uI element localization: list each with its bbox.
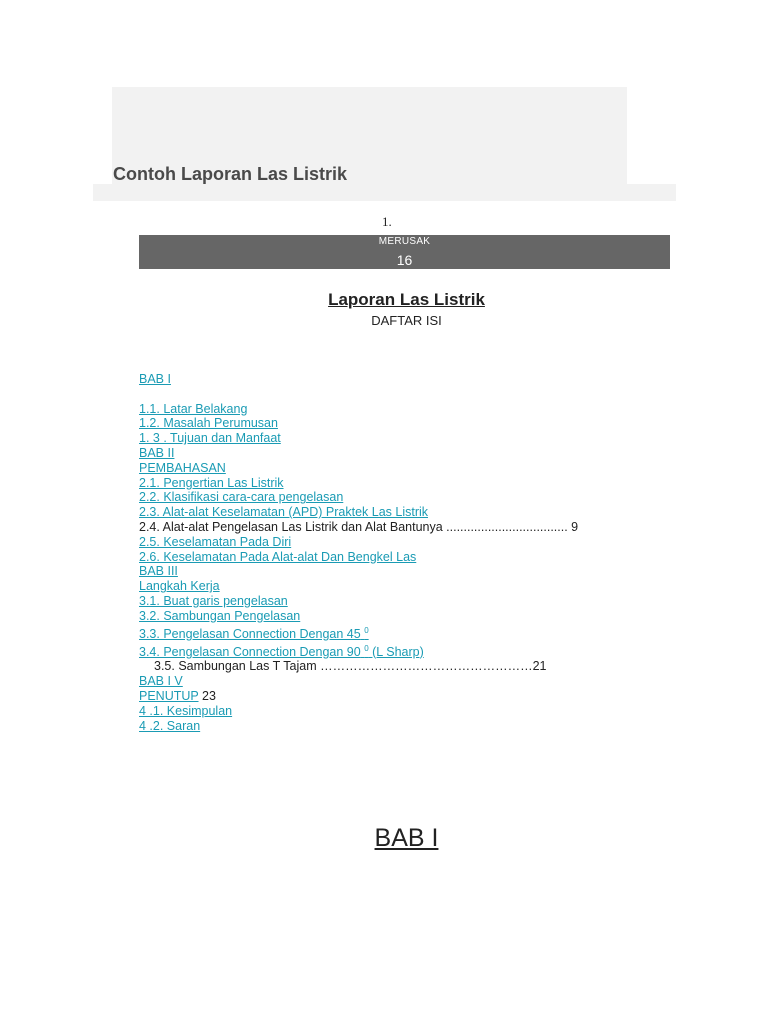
toc-link-bab4[interactable]: BAB I V [139, 674, 183, 689]
table-of-contents [139, 372, 699, 733]
toc-link-bab2[interactable]: BAB II [139, 445, 175, 460]
toc-link-2-2[interactable]: 2.2. Klasifikasi cara-cara pengelasan [139, 490, 344, 505]
toc-link-3-4-suffix: (L Sharp) [368, 644, 424, 659]
toc-item-3-5: 3.5. Sambungan Las T Tajam ……………………………………………21 [154, 659, 547, 674]
degree-superscript: 0 [364, 625, 369, 635]
toc-link-bab3[interactable]: BAB III [139, 564, 178, 579]
toc-link-3-4[interactable] [139, 645, 424, 659]
toc-link-2-3[interactable]: 2.3. Alat-alat Keselamatan (APD) Praktek Las Listrik [139, 505, 429, 520]
toc-link-3-1[interactable]: 3.1. Buat garis pengelasan [139, 593, 288, 608]
toc-link-1-2[interactable]: 1.2. Masalah Perumusan [139, 416, 278, 431]
page-title: Contoh Laporan Las Listrik [113, 164, 348, 184]
list-number: 1. [382, 214, 392, 229]
degree-superscript: 0 [364, 643, 369, 653]
toc-link-3-3[interactable] [139, 627, 369, 641]
toc-item-2-4: 2.4. Alat-alat Pengelasan Las Listrik dan Alat Bantunya ................................... 9 [139, 519, 579, 534]
toc-link-4-1[interactable]: 4 .1. Kesimpulan [139, 703, 233, 718]
toc-link-pembahasan[interactable]: PEMBAHASAN [139, 460, 226, 475]
toc-link-bab1[interactable]: BAB I [139, 372, 171, 386]
toc-link-penutup[interactable]: PENUTUP [139, 689, 199, 704]
toc-link-1-1[interactable]: 1.1. Latar Belakang [139, 401, 248, 416]
header-strip [93, 184, 676, 201]
document-subtitle: DAFTAR ISI [371, 313, 442, 328]
toc-link-3-4-text: 3.4. Pengelasan Connection Dengan 90 [139, 644, 361, 659]
toc-link-2-6[interactable]: 2.6. Keselamatan Pada Alat-alat Dan Bengkel Las [139, 549, 417, 564]
toc-link-2-1[interactable]: 2.1. Pengertian Las Listrik [139, 475, 284, 490]
toc-page-number: 23 [198, 689, 216, 704]
section-heading: BAB I [374, 824, 439, 852]
toc-link-2-5[interactable]: 2.5. Keselamatan Pada Diri [139, 534, 292, 549]
stats-count: 16 [396, 252, 413, 268]
toc-link-3-3-text: 3.3. Pengelasan Connection Dengan 45 [139, 626, 361, 641]
toc-link-4-2[interactable]: 4 .2. Saran [139, 718, 201, 733]
stats-label: MERUSAK [378, 236, 431, 247]
toc-link-1-3[interactable]: 1. 3 . Tujuan dan Manfaat [139, 431, 281, 446]
toc-link-langkah-kerja[interactable]: Langkah Kerja [139, 579, 220, 594]
stats-bar [139, 235, 670, 269]
toc-spacer [139, 387, 699, 402]
toc-link-3-2[interactable]: 3.2. Sambungan Pengelasan [139, 608, 301, 623]
document-title: Laporan Las Listrik [328, 290, 485, 309]
